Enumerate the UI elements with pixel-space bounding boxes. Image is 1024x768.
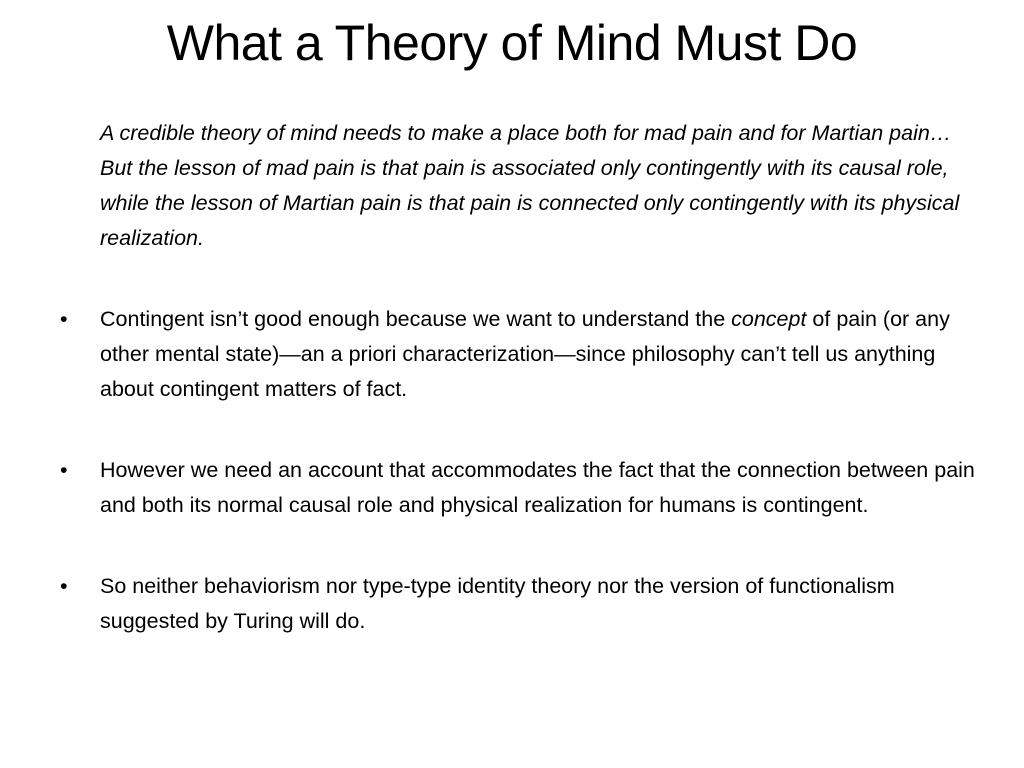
bullet-3-text: So neither behaviorism nor type-type identity theory nor the version of functionalism suggested by Turing will do. xyxy=(100,574,895,633)
bullet-dot-icon: • xyxy=(60,458,68,482)
bullet-dot-icon: • xyxy=(60,307,68,331)
bullet-1-text-before: Contingent isn’t good enough because we want to understand the xyxy=(100,307,732,331)
quote-paragraph: A credible theory of mind needs to make a place both for mad pain and for Martian pain…But the lesson of mad pain is that pain is associated only contingently with its causal role, while the lesson of Martian pain is that pain is connected only contingently with its physical realization. xyxy=(100,121,960,250)
bullet-1-emphasis: concept xyxy=(731,307,807,331)
bullet-dot-icon: • xyxy=(60,574,68,598)
bullet-item-2 xyxy=(56,453,976,523)
bullet-2-text: However we need an account that accommodates the fact that the connection between pain and both its normal causal role and physical realization for humans is contingent. xyxy=(100,458,975,517)
slide-title: What a Theory of Mind Must Do xyxy=(166,15,858,71)
bullet-1-text-after: of pain (or any other mental state)—an a priori characterization—since philosophy can’t tell us anything about contingent matters of fact. xyxy=(100,307,950,401)
bullet-item-1 xyxy=(56,302,976,407)
slide-body xyxy=(56,116,976,685)
bullet-item-3 xyxy=(56,569,976,639)
